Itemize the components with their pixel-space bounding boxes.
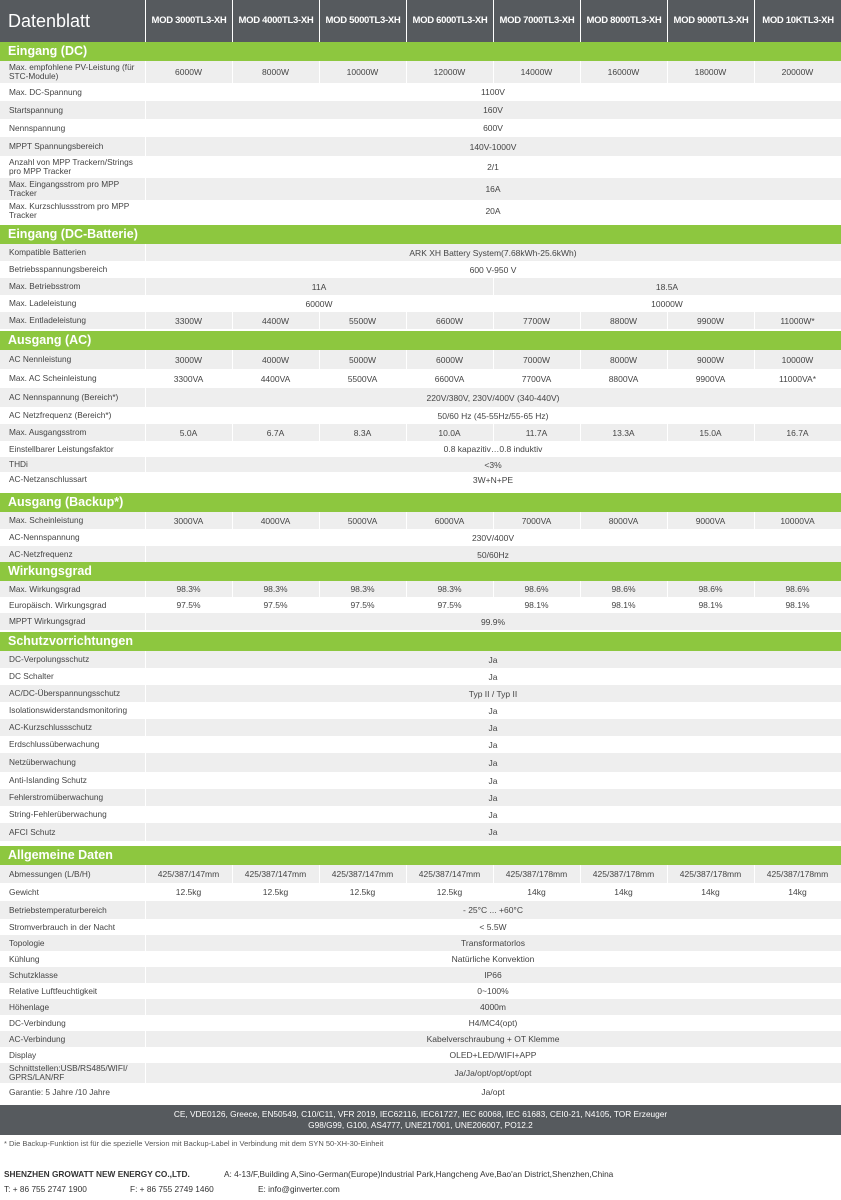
table-cell: 8000W: [610, 354, 637, 365]
table-cell: 425/387/178mm: [592, 869, 655, 879]
table-row: [0, 156, 841, 178]
table-cell: Ja: [488, 827, 498, 837]
table-row: [0, 83, 841, 101]
table-cell: 0~100%: [477, 986, 509, 996]
table-cell: 6000W: [305, 298, 333, 309]
row-label: AC Netzfrequenz (Bereich*): [9, 410, 112, 420]
row-label: Betriebstemperaturbereich: [9, 904, 107, 915]
table-cell: 3W+N+PE: [472, 474, 514, 485]
table-cell: 9000W: [697, 354, 724, 365]
table-cell: 9900VA: [695, 373, 726, 384]
table-cell: 14kg: [527, 887, 546, 897]
table-row: [0, 883, 841, 901]
row-label: Max. empfohlene PV-Leistung (für STC-Module): [9, 62, 135, 81]
table-row: [0, 369, 841, 388]
table-cell: 11.7A: [525, 427, 548, 438]
table-row: [0, 613, 841, 630]
table-cell: <3%: [484, 459, 502, 470]
footnote: * Die Backup-Funktion ist für die spezielle Version mit Backup-Label in Verbindung mit dem SYN 50-XH-30-Einheit: [4, 1139, 384, 1148]
row-label: Display: [9, 1049, 37, 1060]
row-label: MPPT Wirkungsgrad: [9, 616, 86, 626]
row-label: THDi: [9, 459, 28, 469]
table-cell: 6600W: [436, 315, 463, 326]
model-header: MOD 9000TL3-XH: [667, 0, 754, 42]
section-title: Schutzvorrichtungen: [0, 632, 841, 651]
row-label: Garantie: 5 Jahre /10 Jahre: [9, 1086, 111, 1097]
table-cell: 600V: [483, 123, 503, 133]
table-cell: Ja: [488, 722, 498, 733]
table-cell: 4000m: [480, 1002, 506, 1012]
section-title: Allgemeine Daten: [0, 846, 841, 865]
table-cell: 11A: [311, 281, 327, 292]
row-label: Topologie: [9, 937, 45, 948]
table-cell: 15.0A: [699, 427, 722, 438]
table-row: [0, 702, 841, 719]
row-label: AC-Netzanschlussart: [9, 474, 87, 484]
model-header: MOD 7000TL3-XH: [493, 0, 580, 42]
table-row: [0, 119, 841, 137]
certifications-line-2: G98/G99, G100, AS4777, UNE217001, UNE206007, PO12.2: [308, 1120, 533, 1130]
table-cell: Ja: [488, 705, 498, 716]
table-cell: Ja: [488, 671, 498, 682]
company-address: A: 4-13/F,Building A,Sino-German(Europe)Industrial Park,Hangcheng Ave,Bao'an District,Shenzhen,China: [224, 1169, 614, 1179]
table-cell: Ja: [488, 792, 498, 803]
row-label: Max. Ausgangsstrom: [9, 427, 87, 437]
table-row: [0, 407, 841, 424]
table-row: [0, 312, 841, 329]
table-cell: Ja: [488, 654, 498, 665]
table-row: [0, 1047, 841, 1063]
table-cell: 4000W: [262, 354, 289, 365]
table-row: [0, 919, 841, 935]
table-cell: 98.6%: [785, 584, 810, 594]
table-cell: 3000W: [175, 354, 202, 365]
table-row: [0, 789, 841, 806]
row-label: AC-Verbindung: [9, 1033, 66, 1044]
table-cell: Transformatorlos: [461, 938, 525, 948]
table-cell: 6000VA: [434, 515, 465, 526]
table-cell: 14000W: [520, 67, 553, 77]
company-email: E: info@ginverter.com: [258, 1184, 340, 1194]
table-cell: 140V-1000V: [469, 141, 517, 152]
table-cell: < 5.5W: [479, 922, 507, 932]
table-cell: 6000W: [436, 354, 463, 365]
table-cell: 10000W: [651, 298, 683, 309]
row-label: Max. Ladeleistung: [9, 298, 77, 308]
table-cell: 50/60Hz: [477, 549, 509, 560]
table-cell: 7000W: [523, 354, 550, 365]
table-row: [0, 1031, 841, 1047]
row-label: Erdschlussüberwachung: [9, 739, 100, 749]
company-info: [4, 1169, 614, 1179]
table-row: [0, 101, 841, 119]
table-cell: 5000VA: [347, 515, 378, 526]
table-cell: Ja/opt: [481, 1087, 505, 1097]
table-cell: 160V: [483, 105, 503, 115]
table-cell: 10.0A: [438, 427, 461, 438]
table-cell: Ja: [488, 739, 498, 750]
table-cell: 8800VA: [608, 373, 639, 384]
table-cell: 230V/400V: [471, 532, 515, 543]
table-cell: 6.7A: [266, 427, 285, 438]
table-cell: Ja: [488, 775, 498, 786]
table-cell: 12000W: [433, 67, 466, 77]
table-cell: 425/387/178mm: [679, 869, 742, 879]
table-cell: 11000W*: [780, 315, 815, 326]
table-cell: 220V/380V, 230V/400V (340-440V): [426, 392, 560, 403]
table-row: [0, 457, 841, 472]
table-cell: 20A: [485, 206, 501, 216]
table-cell: 8000W: [262, 67, 289, 77]
row-label: Kühlung: [9, 953, 40, 964]
row-label: DC-Verpolungsschutz: [9, 654, 90, 664]
table-cell: Natürliche Konvektion: [451, 954, 535, 964]
table-cell: 14kg: [614, 887, 633, 897]
table-row: [0, 668, 841, 685]
table-cell: - 25°C ... +60°C: [463, 905, 523, 915]
table-cell: 5500VA: [347, 373, 378, 384]
table-cell: 12.5kg: [175, 887, 202, 897]
row-label: Max. Wirkungsgrad: [9, 583, 81, 594]
table-cell: 9000VA: [695, 515, 726, 526]
table-cell: 97.5%: [263, 600, 288, 610]
row-label: Max. Scheinleistung: [9, 515, 84, 525]
section-title: Ausgang (Backup*): [0, 493, 841, 512]
section-title: Eingang (DC-Batterie): [0, 225, 841, 244]
table-cell: 8800W: [610, 315, 637, 326]
table-row: [0, 651, 841, 668]
row-label: Stromverbrauch in der Nacht: [9, 921, 116, 932]
row-label: Einstellbarer Leistungsfaktor: [9, 443, 114, 454]
table-row: [0, 137, 841, 156]
section-title: Eingang (DC): [0, 42, 841, 61]
table-row: [0, 719, 841, 736]
table-cell: 50/60 Hz (45-55Hz/55-65 Hz): [437, 410, 549, 421]
table-row: [0, 61, 841, 83]
table-row: [0, 350, 841, 369]
table-row: [0, 967, 841, 983]
table-row: [0, 472, 841, 487]
row-label: MPPT Spannungsbereich: [9, 141, 104, 151]
table-cell: 12.5kg: [262, 887, 289, 897]
table-cell: 425/387/178mm: [505, 869, 568, 879]
table-cell: 12.5kg: [436, 887, 463, 897]
row-label: Netzüberwachung: [9, 757, 76, 767]
table-cell: 11000VA*: [778, 373, 817, 384]
table-row: [0, 424, 841, 441]
table-cell: OLED+LED/WIFI+APP: [449, 1050, 537, 1060]
company-fax: F: + 86 755 2749 1460: [130, 1184, 214, 1194]
model-header: MOD 3000TL3-XH: [145, 0, 232, 42]
table-cell: 9900W: [697, 315, 724, 326]
row-label: AC-Kurzschlussschutz: [9, 722, 92, 732]
row-label: Max. DC-Spannung: [9, 86, 82, 97]
table-cell: Typ II / Typ II: [468, 688, 518, 699]
row-label: AC-Nennspannung: [9, 532, 80, 542]
table-cell: 10000W: [781, 354, 814, 365]
table-cell: 12.5kg: [349, 887, 376, 897]
table-row: [0, 901, 841, 919]
table-cell: 98.1%: [611, 600, 636, 610]
table-cell: 14kg: [788, 887, 807, 897]
table-row: [0, 983, 841, 999]
table-cell: 16.7A: [786, 427, 809, 438]
table-row: [0, 753, 841, 772]
table-cell: Ja: [488, 757, 498, 768]
table-cell: 98.1%: [785, 600, 810, 610]
table-cell: 98.1%: [524, 600, 549, 610]
table-row: [0, 295, 841, 312]
table-cell: 20000W: [781, 67, 814, 77]
table-cell: 97.5%: [350, 600, 375, 610]
table-cell: 10000VA: [780, 515, 815, 526]
table-row: [0, 999, 841, 1015]
row-label: Isolationswiderstandsmonitoring: [9, 705, 128, 715]
table-cell: 3300VA: [173, 373, 204, 384]
table-cell: 4400W: [262, 315, 289, 326]
table-cell: 14kg: [701, 887, 720, 897]
certifications-band: [0, 1105, 841, 1135]
table-cell: 7700VA: [521, 373, 552, 384]
table-cell: 18.5A: [655, 281, 679, 292]
table-cell: Kabelverschraubung + OT Klemme: [426, 1034, 560, 1044]
table-cell: 98.3%: [350, 584, 375, 594]
datasheet-title: Datenblatt: [8, 11, 91, 31]
table-cell: 0.8 kapazitiv…0.8 induktiv: [443, 444, 543, 454]
table-cell: 97.5%: [437, 600, 462, 610]
row-label: Kompatible Batterien: [9, 247, 87, 257]
table-cell: 98.3%: [437, 584, 462, 594]
table-cell: 425/387/147mm: [331, 869, 394, 879]
table-cell: 98.6%: [524, 584, 549, 594]
table-cell: 7000VA: [521, 515, 552, 526]
table-cell: 425/387/147mm: [418, 869, 481, 879]
row-label: AC Nennleistung: [9, 354, 72, 364]
table-header: [0, 0, 841, 42]
row-label: Höhenlage: [9, 1001, 50, 1012]
table-cell: 7700W: [523, 315, 550, 326]
table-row: [0, 1015, 841, 1031]
table-row: [0, 178, 841, 200]
model-header: MOD 10KTL3-XH: [754, 0, 841, 42]
table-row: [0, 200, 841, 222]
table-row: [0, 685, 841, 702]
table-cell: 10000W: [346, 67, 379, 77]
table-row: [0, 529, 841, 546]
section-title: Ausgang (AC): [0, 331, 841, 350]
table-cell: 600 V-950 V: [469, 264, 517, 275]
table-cell: 4400VA: [260, 373, 291, 384]
row-label: Startspannung: [9, 104, 63, 115]
table-cell: 6600VA: [434, 373, 465, 384]
row-label: Betriebsspannungsbereich: [9, 264, 108, 274]
row-label: Relative Luftfeuchtigkeit: [9, 985, 98, 996]
table-row: [0, 278, 841, 295]
table-cell: 3300W: [175, 315, 202, 326]
table-cell: 6000W: [175, 67, 202, 77]
row-label: Anzahl von MPP Trackern/Strings pro MPP Tracker: [9, 157, 133, 176]
row-label: Max. Eingangsstrom pro MPP Tracker: [9, 179, 120, 198]
row-label: DC Schalter: [9, 671, 54, 681]
table-cell: 425/387/147mm: [157, 869, 220, 879]
row-label: Anti-Islanding Schutz: [9, 775, 87, 785]
table-row: [0, 581, 841, 597]
row-label: AC/DC-Überspannungsschutz: [9, 688, 121, 698]
company-phone: T: + 86 755 2747 1900: [4, 1184, 87, 1194]
row-label: Max. Betriebsstrom: [9, 281, 81, 291]
row-label: Abmessungen (L/B/H): [9, 868, 91, 879]
table-cell: 1100V: [481, 87, 505, 97]
table-cell: 99.9%: [480, 616, 506, 627]
table-row: [0, 772, 841, 789]
row-label: Nennspannung: [9, 122, 66, 133]
row-label: AC Nennspannung (Bereich*): [9, 392, 119, 402]
table-cell: 425/387/147mm: [244, 869, 307, 879]
model-header: MOD 8000TL3-XH: [580, 0, 667, 42]
model-header: MOD 5000TL3-XH: [319, 0, 406, 42]
table-row: [0, 935, 841, 951]
table-row: [0, 261, 841, 278]
table-row: [0, 597, 841, 613]
model-header: MOD 4000TL3-XH: [232, 0, 319, 42]
row-label: DC-Verbindung: [9, 1017, 66, 1028]
table-row: [0, 806, 841, 823]
table-cell: 3000VA: [173, 515, 204, 526]
table-row: [0, 1083, 841, 1101]
table-cell: 5500W: [349, 315, 376, 326]
table-row: [0, 244, 841, 261]
row-label: Max. AC Scheinleistung: [9, 373, 97, 383]
table-row: [0, 1063, 841, 1083]
table-cell: 425/387/178mm: [766, 869, 829, 879]
table-cell: H4/MC4(opt): [468, 1018, 518, 1028]
table-row: [0, 865, 841, 883]
table-cell: IP66: [484, 970, 502, 980]
row-label: AFCI Schutz: [9, 826, 56, 837]
table-cell: 98.6%: [698, 584, 723, 594]
table-cell: 8.3A: [353, 427, 372, 438]
certifications-line-1: CE, VDE0126, Greece, EN50549, C10/C11, VFR 2019, IEC62116, IEC61727, IEC 60068, IEC 61683, CEI0-21, N4105, TOR Erzeuger: [173, 1109, 668, 1119]
row-label: Schutzklasse: [9, 969, 58, 980]
row-label: Gewicht: [9, 886, 39, 897]
table-cell: 18000W: [694, 67, 727, 77]
table-cell: 98.6%: [611, 584, 636, 594]
table-row: [0, 736, 841, 753]
row-label: Europäisch. Wirkungsgrad: [9, 599, 107, 610]
table-cell: 97.5%: [176, 600, 201, 610]
row-label: Max. Kurzschlussstrom pro MPP Tracker: [9, 201, 130, 220]
table-row: [0, 512, 841, 529]
table-cell: 98.3%: [176, 584, 201, 594]
section-title: Wirkungsgrad: [0, 562, 841, 581]
table-cell: 8000VA: [608, 515, 639, 526]
table-cell: 5000W: [349, 354, 376, 365]
table-cell: 13.3A: [612, 427, 635, 438]
table-cell: Ja/Ja/opt/opt/opt/opt: [454, 1068, 532, 1078]
table-cell: Ja: [488, 809, 498, 820]
table-cell: 4000VA: [260, 515, 291, 526]
table-cell: 16A: [485, 184, 501, 194]
table-row: [0, 441, 841, 457]
table-cell: 5.0A: [179, 427, 198, 438]
table-cell: 2/1: [487, 162, 499, 172]
row-label: Max. Entladeleistung: [9, 315, 87, 325]
table-cell: 98.3%: [263, 584, 288, 594]
company-name: SHENZHEN GROWATT NEW ENERGY CO.,LTD.: [4, 1169, 190, 1179]
table-row: [0, 546, 841, 563]
row-label: AC-Netzfrequenz: [9, 549, 73, 559]
table-cell: 98.1%: [698, 600, 723, 610]
row-label: String-Fehlerüberwachung: [9, 809, 107, 819]
row-label: Fehlerstromüberwachung: [9, 792, 104, 802]
table-row: [0, 823, 841, 841]
row-label: Schnittstellen:USB/RS485/WIFI/ GPRS/LAN/RF: [9, 1063, 128, 1082]
table-row: [0, 388, 841, 407]
table-row: [0, 951, 841, 967]
model-header: MOD 6000TL3-XH: [406, 0, 493, 42]
table-cell: ARK XH Battery System(7.68kWh-25.6kWh): [409, 247, 577, 258]
table-cell: 16000W: [607, 67, 640, 77]
